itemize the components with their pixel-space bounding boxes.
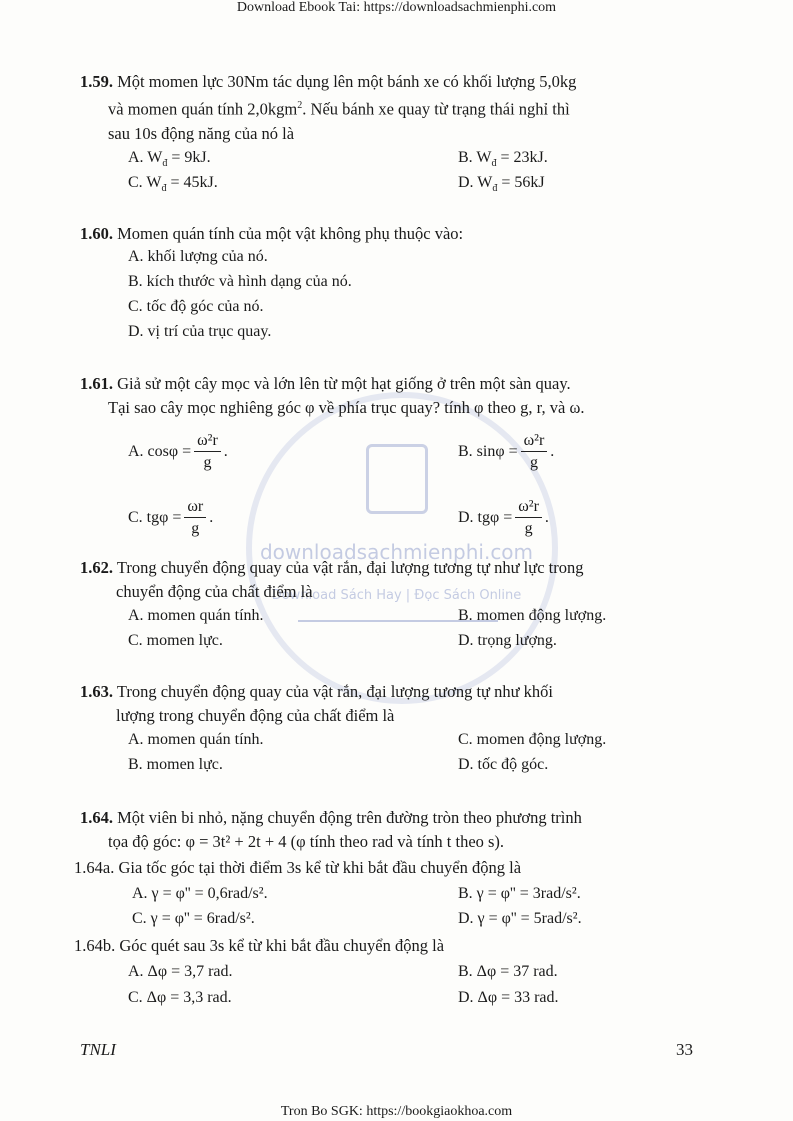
- option-key: D. W: [458, 174, 493, 191]
- option-a: A. γ = φ'' = 0,6rad/s².: [132, 885, 268, 902]
- stem-line: Một momen lực 30Nm tác dụng lên một bánh xe có khối lượng 5,0kg: [117, 72, 577, 91]
- option-b: B. Δφ = 37 rad.: [458, 963, 558, 980]
- option-key: A. W: [128, 149, 163, 166]
- stem-line: Tại sao cây mọc nghiêng góc φ về phía trục quay? tính φ theo g, r, và ω.: [108, 398, 585, 417]
- option-b: B. γ = φ'' = 3rad/s².: [458, 885, 581, 902]
- question-1-64: [74, 806, 696, 1006]
- stem-line: Trong chuyển động quay của vật rắn, đại lượng tương tự như khối: [116, 682, 554, 701]
- question-number: 1.63.: [80, 682, 113, 701]
- subscript: đ: [162, 158, 168, 170]
- watermark-site: downloadsachmienphi.com: [259, 540, 534, 564]
- option-a: [128, 430, 228, 474]
- option-c: C. momen động lượng.: [458, 731, 607, 748]
- question-1-63: [80, 680, 696, 773]
- subquestion-a-stem: 1.64a. Gia tốc góc tại thời điểm 3s kể từ khi bắt đầu chuyển động là: [74, 858, 522, 877]
- option-value: = 23kJ.: [496, 149, 548, 166]
- option-lhs: C. tgφ =: [128, 509, 182, 526]
- option-b: [458, 430, 554, 474]
- question-stem: [80, 222, 696, 246]
- fraction: [184, 497, 206, 540]
- option-end: .: [223, 443, 228, 460]
- option-lhs: A. cosφ =: [128, 443, 192, 460]
- stem-line: sau 10s động năng của nó là: [108, 123, 295, 143]
- option-lhs: D. tgφ =: [458, 509, 513, 526]
- question-1-62: [80, 556, 696, 649]
- question-1-59: [80, 70, 696, 195]
- question-stem: [80, 556, 696, 580]
- question-stem: [80, 372, 696, 396]
- question-number: 1.61.: [80, 374, 113, 393]
- stem-line: Trong chuyển động quay của vật rắn, đại lượng tương tự như lực trong: [116, 558, 584, 577]
- stem-text: . Nếu bánh xe quay từ trạng thái nghỉ thì: [302, 99, 570, 119]
- subscript: đ: [491, 158, 497, 170]
- question-number: 1.62.: [80, 558, 113, 577]
- subquestion-b-stem: 1.64b. Góc quét sau 3s kể từ khi bắt đầu chuyển động là: [74, 936, 445, 955]
- option-value: = 56kJ: [497, 174, 545, 191]
- watermark-tagline: Download Sách Hay | Đọc Sách Online: [271, 588, 522, 603]
- stem-text: và momen quán tính 2,0kgm: [108, 99, 298, 119]
- option-end: .: [544, 509, 549, 526]
- fraction-denominator: g: [529, 453, 538, 471]
- fraction-numerator: ω²r: [521, 431, 548, 452]
- question-stem: [80, 806, 696, 830]
- question-stem: [80, 680, 696, 704]
- fraction: [194, 431, 221, 474]
- stem-line: Momen quán tính của một vật không phụ thuộc vào:: [117, 224, 464, 243]
- fraction-numerator: ωr: [184, 497, 206, 518]
- stem-line: Giả sử một cây mọc và lớn lên từ một hạt giống ở trên một sàn quay.: [117, 374, 571, 393]
- option-a: A. khối lượng của nó.: [128, 248, 268, 265]
- question-stem: [80, 70, 696, 94]
- option-d: [458, 173, 545, 199]
- footer-link[interactable]: [0, 1104, 793, 1120]
- option-c: C. γ = φ'' = 6rad/s².: [132, 910, 255, 927]
- question-number: 1.64.: [80, 808, 113, 827]
- fraction: [515, 497, 542, 540]
- option-d: [458, 496, 549, 540]
- stem-line: tọa độ góc: φ = 3t² + 2t + 4 (φ tính theo rad và tính t theo s).: [108, 832, 505, 851]
- option-b: B. kích thước và hình dạng của nó.: [128, 273, 352, 290]
- option-c: [128, 173, 218, 199]
- superscript: 2: [297, 100, 303, 111]
- question-number: 1.60.: [80, 224, 113, 243]
- notebook-icon: [366, 444, 428, 514]
- option-c: C. tốc độ góc của nó.: [128, 298, 264, 315]
- stem-line: [80, 94, 696, 122]
- option-b: [458, 148, 548, 174]
- option-d: D. trọng lượng.: [458, 632, 557, 649]
- subscript: đ: [492, 183, 498, 195]
- option-lhs: B. sinφ =: [458, 443, 518, 460]
- option-d: D. vị trí của trục quay.: [128, 323, 272, 340]
- option-b: B. momen động lượng.: [458, 607, 607, 624]
- option-c: C. Δφ = 3,3 rad.: [128, 989, 232, 1006]
- option-c: C. momen lực.: [128, 632, 223, 649]
- option-a: A. Δφ = 3,7 rad.: [128, 963, 233, 980]
- option-key: C. W: [128, 174, 162, 191]
- page-number: 33: [676, 1040, 693, 1059]
- header-link-text[interactable]: Download Ebook Tai: https://downloadsachmienphi.com: [236, 0, 557, 15]
- option-end: .: [209, 509, 214, 526]
- fraction-denominator: g: [524, 519, 533, 537]
- option-b: B. momen lực.: [128, 756, 223, 773]
- fraction-numerator: ω²r: [515, 497, 542, 518]
- stem-line: chuyển động của chất điểm là: [116, 582, 313, 601]
- option-value: = 45kJ.: [166, 174, 218, 191]
- option-c: [128, 496, 213, 540]
- option-a: [128, 148, 211, 174]
- option-key: B. W: [458, 149, 492, 166]
- question-number: 1.59.: [80, 72, 113, 91]
- option-a: A. momen quán tính.: [128, 607, 264, 624]
- page-label: TNLI: [80, 1040, 116, 1059]
- fraction-denominator: g: [203, 453, 212, 471]
- option-end: .: [550, 443, 555, 460]
- option-d: D. γ = φ'' = 5rad/s².: [458, 910, 582, 927]
- fraction: [521, 431, 548, 474]
- question-1-60: [80, 222, 696, 340]
- footer-link-text[interactable]: Tron Bo SGK: https://bookgiaokhoa.com: [280, 1104, 513, 1119]
- stem-line: Một viên bi nhỏ, nặng chuyển động trên đường tròn theo phương trình: [117, 808, 582, 827]
- option-d: D. tốc độ góc.: [458, 756, 549, 773]
- stem-line: lượng trong chuyển động của chất điểm là: [116, 706, 395, 725]
- option-value: = 9kJ.: [167, 149, 211, 166]
- option-a: A. momen quán tính.: [128, 731, 264, 748]
- header-link[interactable]: [0, 0, 793, 16]
- option-d: D. Δφ = 33 rad.: [458, 989, 559, 1006]
- fraction-denominator: g: [191, 519, 200, 537]
- subscript: đ: [161, 183, 167, 195]
- fraction-numerator: ω²r: [194, 431, 221, 452]
